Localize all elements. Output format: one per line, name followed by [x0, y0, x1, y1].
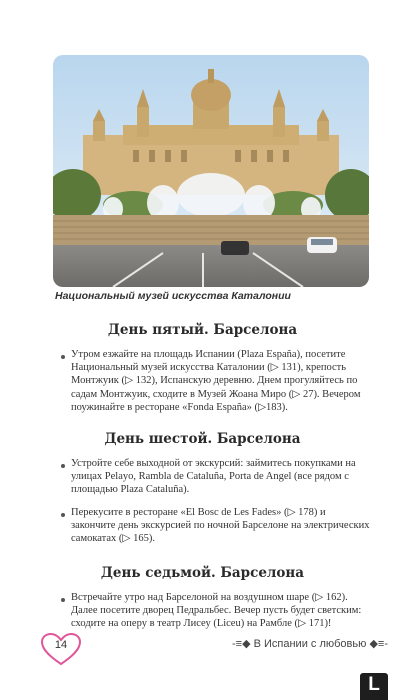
- photo-caption: Национальный музей искусства Каталонии: [55, 290, 291, 302]
- day6-heading: День шестой. Барселона: [104, 431, 301, 447]
- running-title-text: В Испании с любовью: [253, 638, 367, 650]
- bullet-dot: [61, 513, 65, 517]
- ornament-right: ◆≡-: [369, 638, 388, 650]
- bullet-dot: [61, 464, 65, 468]
- museum-photo: [53, 55, 369, 287]
- ornament-left: -≡◆: [232, 638, 251, 650]
- day6-bullet-2: Перекусите в ресторане «El Bosc de Les Fades» (▷ 178) и закончите день экскурсией по ночной Барселоне на электрических самокатах (▷ 165).: [71, 507, 370, 545]
- bullet-dot: [61, 598, 65, 602]
- running-title: [232, 637, 388, 650]
- day7-heading: День седьмой. Барселона: [100, 565, 305, 581]
- day7-bullet-1: Встречайте утро над Барселоной на воздушном шаре (▷ 162). Далее посетите дворец Педральбес. Вечер пусть будет светским: сходите на оперу в театр Лисеу (Liceu) на Рамбле (▷ 171)!: [71, 592, 362, 630]
- watermark-letter: L: [368, 674, 380, 695]
- page-number: 14: [54, 639, 68, 651]
- day6-bullet-1: Устройте себе выходной от экскурсий: займитесь покупками на улицах Pelayo, Rambla de Cataluña, Porta de Angel (все рядом с площадью Plaza Cataluña).: [71, 458, 356, 496]
- day5-bullet-1: Утром езжайте на площадь Испании (Plaza España), посетите Национальный музей искусства Каталонии (▷ 131), крепость Монтжуик (▷ 132), Испанскую деревню. Днем прогуляйтесь по садам Монтжуик, сходите в Музей Жоана Миро (▷ 27). Вечером поужинайте в ресторане «Fonda España» (▷183).: [71, 349, 361, 413]
- bullet-dot: [61, 355, 65, 359]
- day5-heading: День пятый. Барселона: [107, 322, 298, 338]
- watermark-logo: [360, 673, 388, 700]
